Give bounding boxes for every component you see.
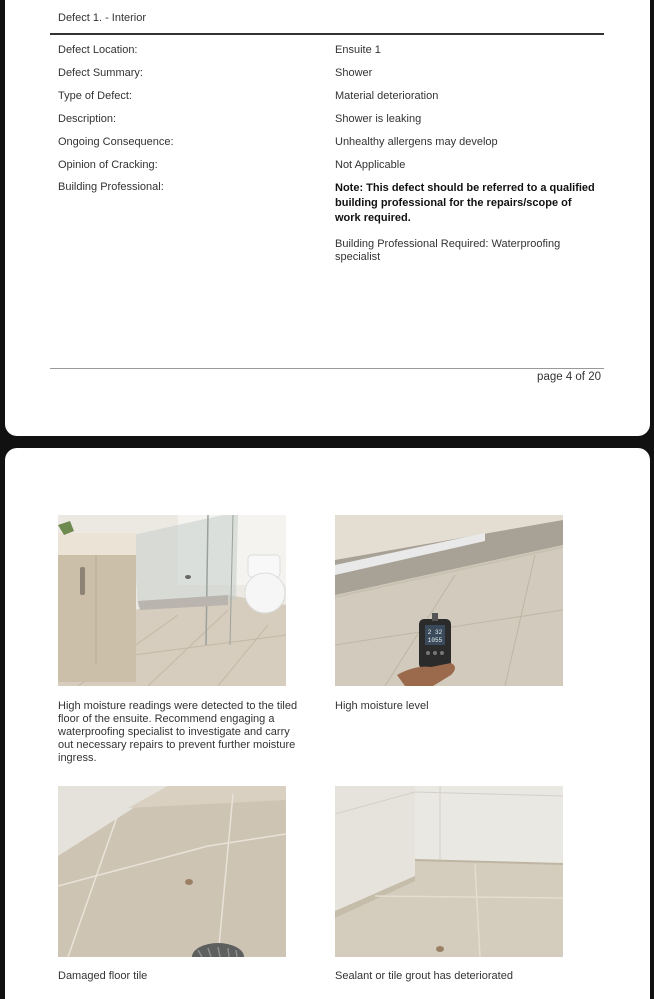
photo-damaged-floor-tile-caption: Damaged floor tile: [58, 970, 148, 982]
opinion-of-cracking-value: Not Applicable: [335, 159, 406, 171]
heading-divider: [50, 33, 604, 35]
opinion-of-cracking-label: Opinion of Cracking:: [58, 159, 158, 171]
photo-deteriorated-grout: [335, 786, 563, 957]
type-of-defect-value: Material deterioration: [335, 90, 439, 102]
professional-required-value: Building Professional Required: Waterproofing specialist: [335, 238, 561, 263]
photo-deteriorated-grout-caption: Sealant or tile grout has deteriorated: [335, 970, 513, 982]
report-page-5: [5, 448, 650, 999]
meter-reading-text: 1055: [427, 637, 443, 644]
description-value: Shower is leaking: [335, 113, 422, 125]
page-number: page 4 of 20: [537, 371, 601, 383]
photo-ensuite-shower-caption: High moisture readings were detected to the tiled floor of the ensuite. Recommend engaging a waterproofing specialist to investigate and carry out necessary repairs to prevent further moisture ingress.: [58, 700, 298, 764]
defect-location-value: Ensuite 1: [335, 44, 381, 56]
building-professional-note: Note: This defect should be referred to a qualified building professional for the repairs/scope of work required.: [335, 182, 595, 224]
defect-summary-value: Shower: [335, 67, 373, 79]
footer-divider: [50, 368, 604, 369]
photo-moisture-meter: [335, 515, 563, 686]
building-professional-label: Building Professional:: [58, 181, 164, 193]
meter-reading-top-text: 2 32: [427, 629, 443, 636]
photo-ensuite-shower: [58, 515, 286, 686]
defect-heading: Defect 1. - Interior: [58, 12, 147, 24]
report-page-4: [5, 0, 650, 436]
type-of-defect-label: Type of Defect:: [58, 90, 132, 102]
defect-location-label: Defect Location:: [58, 44, 138, 56]
defect-summary-label: Defect Summary:: [58, 67, 143, 79]
ongoing-consequence-label: Ongoing Consequence:: [58, 136, 174, 148]
photo-damaged-floor-tile: [58, 786, 286, 957]
description-label: Description:: [58, 113, 117, 125]
photo-moisture-meter-caption: High moisture level: [335, 700, 429, 712]
ongoing-consequence-value: Unhealthy allergens may develop: [335, 136, 498, 148]
